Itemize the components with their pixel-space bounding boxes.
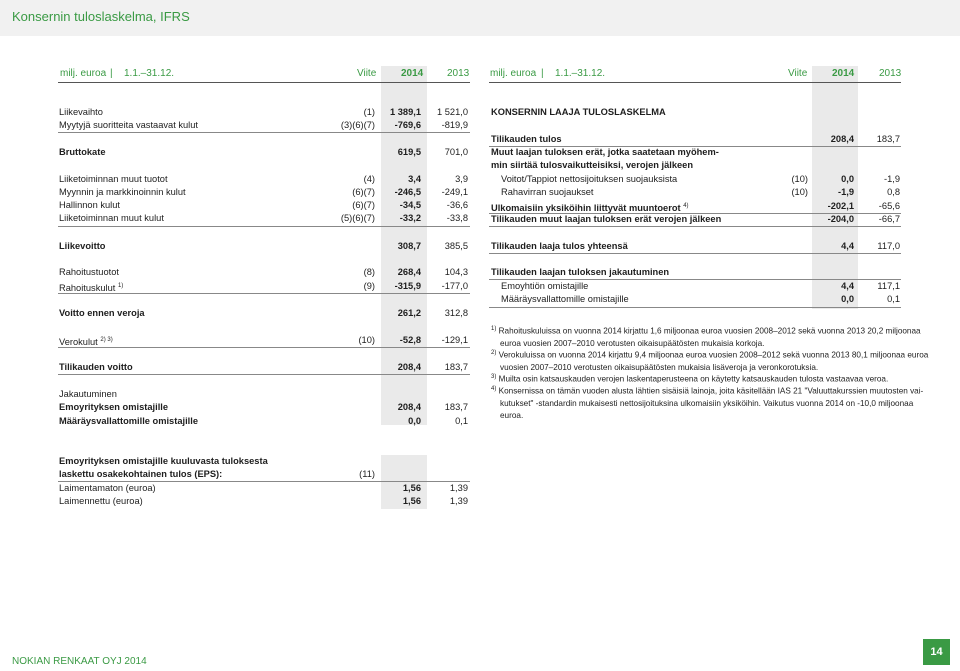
row-label: Myytyjä suoritteita vastaavat kulut (59, 120, 198, 130)
row-value-2014: -52,8 (399, 335, 421, 345)
row-value-2013: 0,1 (455, 416, 468, 426)
row-value-2013: 1,39 (449, 483, 468, 493)
row-value-2013: -249,1 (441, 187, 468, 197)
row-value-2013: 1 521,0 (436, 107, 468, 117)
row-label: Emoyrityksen omistajille kuuluvasta tuloksesta (59, 456, 268, 466)
row-value-2014: -202,1 (827, 201, 854, 211)
row-label: Liiketoiminnan muut kulut (59, 213, 164, 223)
row-value-2013: -1,9 (883, 174, 900, 184)
row-label: Laimennettu (euroa) (59, 496, 143, 506)
row-value-2014: 619,5 (397, 147, 421, 157)
row-label: Verokulut $^{2) 3)}$ (59, 337, 113, 348)
footnote: $^{2)}$ Verokuluissa on vuonna 2014 kirjattu 9,4 miljoonaa euroa vuosien 2008–2012 sekä vuonna 2013 80,1 miljoonaa euroa vuosien 2007–2010 verotusten oikaisupäätösten mukaisia lisäveroja ja veronkorotuksia. (491, 350, 929, 372)
row-label: Rahoituskulut $^{1)}$ (59, 283, 124, 294)
right-year-2013-header: 2013 (879, 68, 902, 79)
row-value-2014: 1,56 (402, 483, 421, 493)
row-value-2013: 312,8 (444, 308, 468, 318)
row-label: Rahoitustuotot (59, 267, 119, 277)
row-note: (10) (358, 335, 375, 345)
row-value-2014: -33,2 (399, 213, 421, 223)
row-label: Liiketoiminnan muut tuotot (59, 174, 168, 184)
row-value-2014: -769,6 (394, 120, 421, 130)
footnote: $^{1)}$ Rahoituskuluissa on vuonna 2014 kirjattu 1,6 miljoonaa euroa vuosien 2008–2012 sekä vuonna 2013 20,2 miljoonaa euroa vuosien 2007–2010 verotusten oikaisupäätösten mukaisia korkoja. (491, 326, 921, 348)
row-note: (9) (363, 281, 375, 291)
row-value-2014: 1,56 (402, 496, 421, 506)
row-value-2013: 701,0 (444, 147, 468, 157)
row-value-2014: 4,4 (841, 281, 854, 291)
row-value-2013: 104,3 (444, 267, 468, 277)
row-label: Hallinnon kulut (59, 200, 120, 210)
footnote: $^{4)}$ Konsernissa on tämän vuoden alusta lähtien sisäisiä lainoja, joita käsitellään IAS 21 "Valuuttakurssien muutosten vai- kutukset" -standardin mukaisesti nettosijoituksina ulkomaisiin yksiköihin. Vaikutus vuonna 2014 on -10,0 miljoonaa euroa. (491, 386, 924, 420)
row-label: Tilikauden laajan tuloksen jakautuminen (491, 267, 670, 277)
row-value-2013: 117,0 (877, 241, 900, 251)
left-year-2013-header: 2013 (447, 68, 470, 79)
subtotal-rule (58, 132, 470, 133)
row-label: Tilikauden tulos (491, 134, 562, 144)
row-value-2013: 0,8 (887, 187, 900, 197)
row-value-2013: -66,7 (878, 214, 900, 224)
row-value-2014: 308,7 (397, 241, 421, 251)
left-year-2014-header: 2014 (401, 68, 424, 79)
row-note: (1) (363, 107, 375, 117)
row-note: (5)(6)(7) (340, 213, 375, 223)
row-label: Liikevaihto (59, 107, 103, 117)
row-note: (10) (791, 187, 808, 197)
row-label: Myynnin ja markkinoinnin kulut (59, 187, 186, 197)
footer-company: NOKIAN RENKAAT OYJ 2014 (12, 656, 147, 667)
row-note: (6)(7) (352, 187, 375, 197)
row-label: Jakautuminen (59, 389, 117, 399)
row-label: Voitto ennen veroja (59, 308, 145, 318)
right-year-2014-header: 2014 (832, 68, 855, 79)
row-note: (11) (359, 469, 375, 479)
row-value-2014: 4,4 (841, 241, 854, 251)
row-value-2014: -1,9 (837, 187, 854, 197)
row-label: Määräysvallattomille omistajille (59, 416, 198, 426)
left-header-rule (58, 82, 470, 83)
right-period-label: 1.1.–31.12. (555, 68, 606, 79)
row-value-2014: -204,0 (827, 214, 854, 224)
title-bar (0, 0, 960, 36)
row-note: (4) (363, 174, 375, 184)
row-value-2014: -315,9 (394, 281, 421, 291)
row-value-2014: 0,0 (408, 416, 421, 426)
row-value-2014: 0,0 (841, 294, 854, 304)
row-note: (3)(6)(7) (340, 120, 375, 130)
row-value-2013: 183,7 (444, 362, 468, 372)
row-value-2014: 261,2 (397, 308, 421, 318)
row-value-2013: -177,0 (441, 281, 468, 291)
row-value-2014: 208,4 (397, 402, 421, 412)
page-number: 14 (923, 639, 950, 665)
subtotal-rule (489, 253, 901, 254)
footnote: $^{3)}$ Muilta osin katsauskauden verojen laskentaperusteena on käytetty katsauskauden tulosta vastaavaa veroa. (491, 374, 889, 384)
row-value-2014: 268,4 (397, 267, 421, 277)
row-value-2013: 183,7 (876, 134, 900, 144)
subtotal-rule (58, 374, 470, 375)
row-label: Voitot/Tappiot nettosijoituksen suojauksista (501, 174, 678, 184)
row-label: Ulkomaisiin yksiköihin liittyvät muuntoerot $^{4)}$ (491, 203, 689, 214)
row-value-2013: 385,5 (444, 241, 468, 251)
row-value-2014: 1 389,1 (389, 107, 421, 117)
subtotal-rule (58, 347, 470, 348)
row-value-2014: 208,4 (830, 134, 854, 144)
right-note-header: Viite (788, 68, 808, 79)
row-value-2014: 3,4 (408, 174, 421, 184)
row-value-2013: -819,9 (441, 120, 468, 130)
row-label: Laimentamaton (euroa) (59, 483, 156, 493)
subtotal-rule (58, 293, 470, 294)
left-note-header: Viite (357, 68, 377, 79)
row-value-2014: 208,4 (397, 362, 421, 372)
row-label: min siirtää tulosvaikutteisiksi, verojen jälkeen (491, 160, 694, 170)
row-note: (8) (363, 267, 375, 277)
row-value-2014: -246,5 (394, 187, 421, 197)
row-note: (6)(7) (352, 200, 375, 210)
row-label: Tilikauden muut laajan tuloksen erät verojen jälkeen (491, 214, 722, 224)
row-label: Muut laajan tuloksen erät, jotka saatetaan myöhem- (491, 147, 719, 157)
row-value-2013: 0,1 (887, 294, 900, 304)
row-note: (10) (791, 174, 808, 184)
subtotal-rule (489, 307, 901, 308)
section-heading: KONSERNIN LAAJA TULOSLASKELMA (491, 107, 666, 117)
page-title: Konsernin tuloslaskelma, IFRS (12, 9, 190, 24)
left-header-separator: | (110, 68, 113, 79)
left-period-label: 1.1.–31.12. (124, 68, 175, 79)
footnote-ref: 2) 3) (100, 337, 113, 343)
row-label: Emoyhtiön omistajille (501, 281, 589, 291)
row-value-2013: -33,8 (446, 213, 468, 223)
right-table-header (0, 66, 960, 82)
row-value-2013: -129,1 (441, 335, 468, 345)
row-label: Emoyrityksen omistajille (59, 402, 169, 412)
row-value-2013: 117,1 (877, 281, 900, 291)
subtotal-rule (489, 226, 901, 227)
row-label: Tilikauden voitto (59, 362, 133, 372)
right-header-separator: | (541, 68, 544, 79)
row-value-2013: 3,9 (455, 174, 468, 184)
row-value-2014: 0,0 (841, 174, 854, 184)
row-label: laskettu osakekohtainen tulos (EPS): (59, 469, 223, 479)
footnote-ref: 4) (683, 203, 689, 209)
row-label: Liikevoitto (59, 241, 106, 251)
row-label: Rahavirran suojaukset (501, 187, 594, 197)
row-value-2014: -34,5 (399, 200, 421, 210)
row-label: Määräysvallattomille omistajille (501, 294, 629, 304)
row-label: Bruttokate (59, 147, 106, 157)
row-value-2013: -36,6 (446, 200, 468, 210)
row-label: Tilikauden laaja tulos yhteensä (491, 241, 628, 251)
row-value-2013: 183,7 (444, 402, 468, 412)
footnote-ref: 1) (117, 283, 124, 289)
row-value-2013: -65,6 (878, 201, 900, 211)
right-header-rule (489, 82, 901, 83)
left-unit-label: milj. euroa (60, 68, 107, 79)
right-unit-label: milj. euroa (490, 68, 537, 79)
row-value-2013: 1,39 (449, 496, 468, 506)
subtotal-rule (58, 226, 470, 227)
